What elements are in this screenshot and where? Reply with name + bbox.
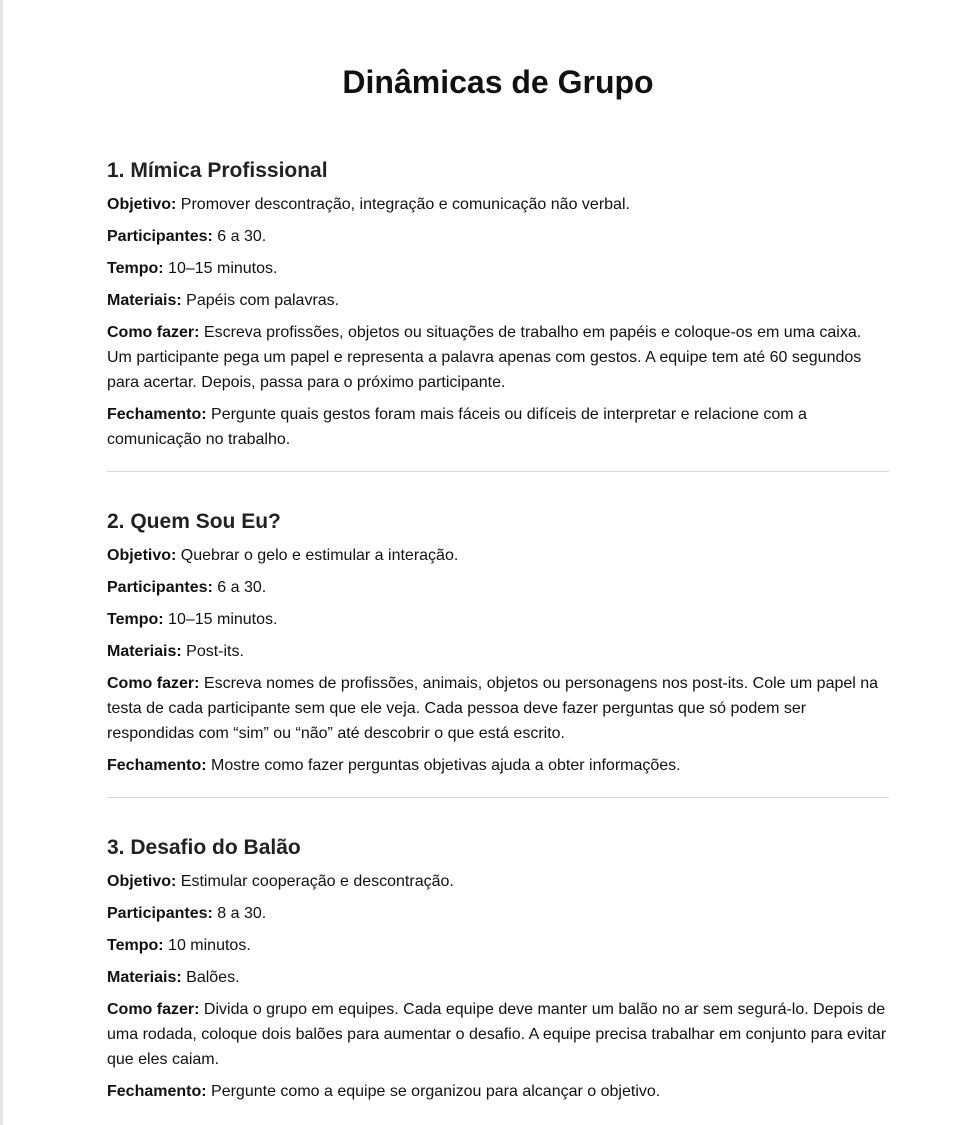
time-field — [107, 256, 889, 281]
objective-label: Objetivo: — [107, 547, 177, 564]
how-to-value: Escreva nomes de profissões, animais, objetos ou personagens nos post-its. Cole um papel na testa de cada participante sem que ele veja. Cada pessoa deve fazer perguntas que só podem ser respondidas com “sim” ou “não” até descobrir o que está escrito. — [107, 675, 879, 742]
participants-field — [107, 901, 889, 926]
section-heading: 2. Quem Sou Eu? — [107, 510, 281, 533]
materials-field — [107, 639, 889, 664]
section-divider — [107, 471, 889, 472]
closing-value: Pergunte quais gestos foram mais fáceis ou difíceis de interpretar e relacione com a comunicação no trabalho. — [107, 406, 807, 448]
participants-label: Participantes: — [107, 228, 213, 245]
section-heading: 1. Mímica Profissional — [107, 159, 328, 182]
how-to-label: Como fazer: — [107, 324, 200, 341]
materials-value: Balões. — [186, 969, 240, 986]
time-label: Tempo: — [107, 260, 164, 277]
how-to-field — [107, 671, 889, 746]
objective-field — [107, 869, 889, 894]
objective-field — [107, 192, 889, 217]
time-label: Tempo: — [107, 611, 164, 628]
how-to-field — [107, 997, 889, 1072]
section-divider — [107, 797, 889, 798]
time-field — [107, 933, 889, 958]
closing-field — [107, 402, 889, 452]
participants-label: Participantes: — [107, 579, 213, 596]
time-value: 10–15 minutos. — [168, 260, 278, 277]
objective-value: Quebrar o gelo e estimular a interação. — [180, 547, 459, 564]
closing-value: Mostre como fazer perguntas objetivas ajuda a obter informações. — [211, 757, 681, 774]
participants-field — [107, 575, 889, 600]
how-to-value: Escreva profissões, objetos ou situações de trabalho em papéis e coloque-os em uma caixa. Um participante pega um papel e representa a palavra apenas com gestos. A equipe tem até 60 segundos para acertar. Depois, passa para o próximo participante. — [107, 324, 862, 391]
participants-field — [107, 224, 889, 249]
section-desafio-do-balao — [107, 835, 889, 1104]
materials-label: Materiais: — [107, 292, 182, 309]
time-value: 10 minutos. — [168, 937, 251, 954]
how-to-value: Divida o grupo em equipes. Cada equipe deve manter um balão no ar sem segurá-lo. Depois de uma rodada, coloque dois balões para aumentar o desafio. A equipe precisa trabalhar em conjunto para evitar que eles caiam. — [107, 1001, 887, 1068]
section-quem-sou-eu — [107, 509, 889, 778]
document-page — [107, 0, 889, 1104]
participants-value: 8 a 30. — [217, 905, 267, 922]
participants-label: Participantes: — [107, 905, 213, 922]
closing-field — [107, 753, 889, 778]
materials-label: Materiais: — [107, 643, 182, 660]
materials-value: Post-its. — [186, 643, 244, 660]
objective-label: Objetivo: — [107, 196, 177, 213]
materials-field — [107, 965, 889, 990]
document-title: Dinâmicas de Grupo — [342, 64, 654, 100]
time-field — [107, 607, 889, 632]
how-to-label: Como fazer: — [107, 1001, 200, 1018]
page-left-edge — [0, 0, 3, 1125]
how-to-label: Como fazer: — [107, 675, 200, 692]
participants-value: 6 a 30. — [217, 228, 267, 245]
section-mimica-profissional — [107, 158, 889, 452]
materials-field — [107, 288, 889, 313]
objective-value: Estimular cooperação e descontração. — [180, 873, 454, 890]
closing-label: Fechamento: — [107, 406, 207, 423]
objective-label: Objetivo: — [107, 873, 177, 890]
time-value: 10–15 minutos. — [168, 611, 278, 628]
objective-value: Promover descontração, integração e comunicação não verbal. — [180, 196, 630, 213]
closing-value: Pergunte como a equipe se organizou para alcançar o objetivo. — [211, 1083, 661, 1100]
closing-label: Fechamento: — [107, 1083, 207, 1100]
section-heading: 3. Desafio do Balão — [107, 836, 301, 859]
materials-label: Materiais: — [107, 969, 182, 986]
participants-value: 6 a 30. — [217, 579, 267, 596]
objective-field — [107, 543, 889, 568]
time-label: Tempo: — [107, 937, 164, 954]
closing-field — [107, 1079, 889, 1104]
closing-label: Fechamento: — [107, 757, 207, 774]
materials-value: Papéis com palavras. — [186, 292, 340, 309]
how-to-field — [107, 320, 889, 395]
